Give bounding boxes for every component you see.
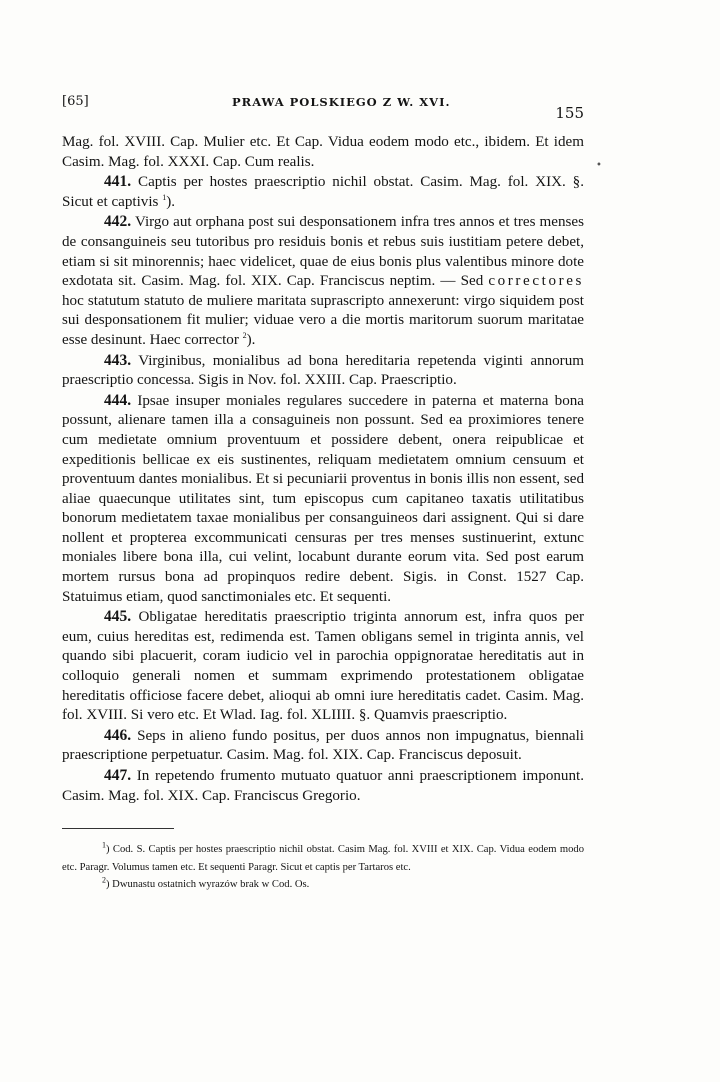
article-number: 446. — [104, 726, 132, 744]
book-page — [62, 94, 584, 894]
article-paragraph — [62, 607, 584, 726]
article-paragraph — [62, 351, 584, 391]
bracket-page-number: [65] — [62, 94, 89, 109]
article-number: 441. — [104, 173, 132, 191]
article-number: 443. — [104, 351, 132, 369]
footnotes — [62, 841, 584, 894]
footnote — [62, 841, 584, 876]
paragraph-text: ). — [246, 331, 256, 348]
paragraph-text: In repetendo frumento mutuato quatuor anni praescriptionem imponunt. Casim. Mag. fol. XIX. Cap. Franciscus Gregorio. — [62, 768, 584, 804]
paragraph-text: Ipsae insuper moniales regulares succedere in paterna et materna bona possunt, alienare tamen illa a consaguineis non possunt. Sed ea proximiores tenere cum medietate omnium proventuum et possidere debent, onera reipublicae et expeditionis bellicae ex eis sustinentes, reliquam medietatem omnium censuum et proventuum dantes monialibus. Et si pecuniarii proventus in bonis illis non essent, sed aliae quaecunque utilitates sint, tum episcopus cum capitaneo taxatis utilitatibus bonorum medietatem taxae monialibus per consanguineos dari assignent. Qui si dare nollent et propterea excommunicati censuras per tres menses sustinuerint, extunc moniales libere bona illa, cui velint, locabunt durante eorum vita. Sed post earum mortem rursus bona ad propinquos redire debent. Sigis. in Const. 1527 Cap. Statuimus etiam, quod sanctimoniales etc. Et sequenti. — [62, 392, 584, 605]
paragraph-text: Captis per hostes praescriptio nichil obstat. Casim. Mag. fol. XIX. §. Sicut et captivis — [62, 174, 584, 210]
paragraph-text: hoc statutum statuto de muliere maritata suprascripto annexerunt: virgo siquidem post sui desponsationem fit mulier; viduae vero a die mortis maritorum suorum maritatae esse desinunt. Haec corrector — [62, 292, 584, 348]
paragraph-text: Virgo aut orphana post sui desponsationem infra tres annos et tres menses de consanguineis seu tutoribus pro residuis bonis et rebus suis iustitiam petere debet, etiam si sit minorennis; haec videlicet, quae de eius bonis plus valentibus minore dote exdotata sit. Casim. Mag. fol. XIX. Cap. Franciscus neptim. — Sed — [62, 214, 584, 290]
footnote-ref: 1 — [162, 192, 167, 202]
paragraph-text: Virginibus, monialibus ad bona hereditaria repetenda viginti annorum praescriptio concessa. Sigis in Nov. fol. XXIII. Cap. Praescriptio. — [62, 352, 584, 389]
footnote-text: ) Cod. S. Captis per hostes praescriptio nichil obstat. Casim Mag. fol. XVIII et XIX. Cap. Vidua eodem modo etc. Paragr. Volumus tamen etc. Et sequenti Paragr. Sicut et captis per Tartaros etc. — [62, 844, 584, 873]
footnote-mark: 2 — [102, 875, 106, 885]
article-number: 444. — [104, 391, 132, 409]
article-number: 445. — [104, 608, 132, 626]
article-number: 442. — [104, 213, 132, 231]
page-number: 155 — [555, 104, 584, 122]
paragraph-text: ). — [166, 193, 176, 210]
article-paragraph — [62, 391, 584, 608]
body-text — [62, 133, 584, 806]
article-paragraph — [62, 172, 584, 212]
article-paragraph — [62, 212, 584, 350]
article-paragraph — [62, 766, 584, 806]
running-header — [62, 94, 584, 124]
article-number: 447. — [104, 767, 132, 784]
paragraph-text: Seps in alieno fundo positus, per duos annos non impugnatus, biennali praescriptione perpetuatur. Casim. Mag. fol. XIX. Cap. Franciscus deposuit. — [62, 727, 584, 764]
running-title: PRAWA POLSKIEGO Z W. XVI. — [232, 95, 451, 109]
paragraph-text: Mag. fol. XVIII. Cap. Mulier etc. Et Cap. Vidua eodem modo etc., ibidem. Et idem Casim. Mag. fol. XXXI. Cap. Cum realis. — [62, 134, 584, 170]
footnote-ref: 2 — [242, 330, 247, 340]
footnote-divider — [62, 828, 174, 829]
article-paragraph — [62, 726, 584, 766]
continued-paragraph — [62, 133, 584, 172]
margin-dot: • — [596, 160, 602, 171]
spaced-emphasis: correctores — [488, 273, 584, 290]
footnote-text: ) Dwunastu ostatnich wyrazów brak w Cod. Os. — [106, 879, 310, 891]
footnote — [62, 876, 584, 894]
paragraph-text: Obligatae hereditatis praescriptio triginta annorum est, infra quos per eum, cuius hereditas est, redimenda est. Tamen obligans semel in triginta annis, vel quando sibi placuerit, coram iudicio vel in parochia oppignoratae hereditatis aut in colloquio generali nomen et summam exprimendo protestationem obligatae hereditatis officiose facere debet, alioqui ab omni iure hereditatis cadet. Casim. Mag. fol. XVIII. Si vero etc. Et Wlad. Iag. fol. XLIIII. §. Quamvis praescriptio. — [62, 609, 584, 724]
footnote-mark: 1 — [102, 840, 106, 850]
